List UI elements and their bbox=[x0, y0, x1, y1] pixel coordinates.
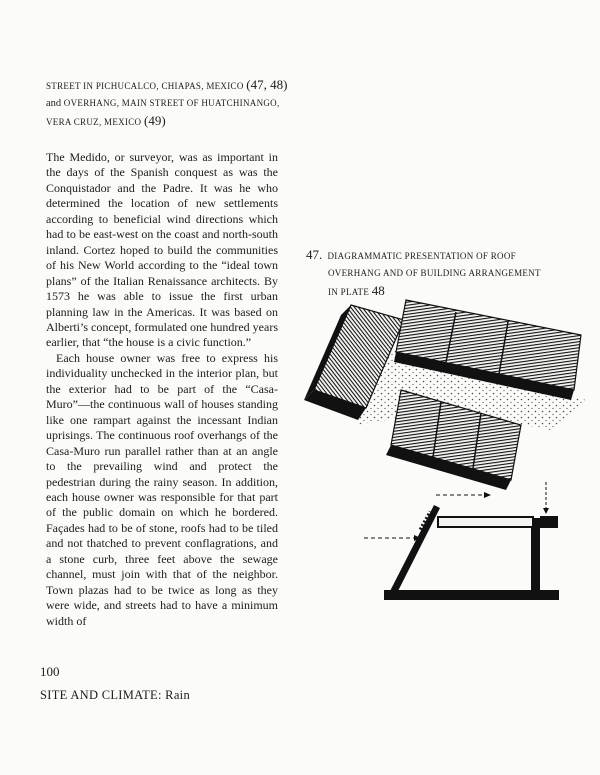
overhang-beam bbox=[438, 517, 533, 527]
arrow-head bbox=[543, 508, 549, 514]
post-cap bbox=[540, 516, 558, 528]
arrow-head bbox=[484, 492, 491, 498]
body-paragraph-2: Each house owner was free to express his individuality unchecked in the interior plan, but the exterior had to be part of the “Casa-Muro”—the continuous wall of houses standing like one rampart against the incessant Indian uprisings. The continuous roof overhangs of the Casa-Muro run parallel rather than at an angle to the prevailing wind and protect the pedestrian during the rainy season. In addition, each house owner was responsible for that part of the public domain on which he bordered. Façades had to be of stone, roofs had to be tiled and not thatched to prevent conflagrations, and a stone curb, three feet above the sewage channel, must join with that of the neighbor. Town plazas had to be twice as long as they were wide, and streets had to have a minimum width of bbox=[46, 350, 278, 628]
caption-line: IN PLATE bbox=[328, 287, 370, 297]
plate-reference: (47, 48) bbox=[246, 77, 288, 92]
caption-line: DIAGRAMMATIC PRESENTATION OF ROOF bbox=[327, 251, 516, 261]
figure-number: 47. bbox=[306, 247, 323, 262]
caption-line: OVERHANG AND OF BUILDING ARRANGEMENT bbox=[328, 268, 541, 278]
body-text bbox=[46, 150, 278, 629]
support-post bbox=[531, 518, 540, 598]
isometric-building-block bbox=[304, 300, 586, 490]
section-drawing bbox=[364, 482, 559, 600]
page-number: 100 bbox=[40, 664, 60, 679]
caption-line: STREET IN PICHUCALCO, CHIAPAS, MEXICO bbox=[46, 81, 244, 91]
plate-reference: 48 bbox=[371, 283, 385, 298]
caption-line: OVERHANG, MAIN STREET OF HUATCHINANGO, bbox=[63, 98, 280, 108]
roof-overhang-diagram bbox=[296, 290, 596, 620]
running-footer: SITE AND CLIMATE: Rain bbox=[40, 688, 190, 702]
top-photo-caption bbox=[46, 76, 296, 131]
sloped-wall bbox=[388, 505, 440, 595]
plate-reference: (49) bbox=[143, 113, 166, 128]
body-paragraph-1: The Medido, or surveyor, was as important in the days of the Spanish conquest as was the Conquistador and the Padre. It was he who determined the location of new settlements according to beneficial wind directions which had to be east-west on the coast and north-south inland. Cortez hoped to build the communities of his New World according to the “ideal town plans” of the Italian Renaissance architects. By 1573 he was able to issue the first urban planning law in the Americas. It was based on Alberti’s concept, formulated one hundred years earlier, that “the house is a civic function.” bbox=[46, 150, 278, 350]
caption-line: VERA CRUZ, MEXICO bbox=[46, 117, 142, 127]
caption-conjunction: and bbox=[46, 98, 62, 109]
